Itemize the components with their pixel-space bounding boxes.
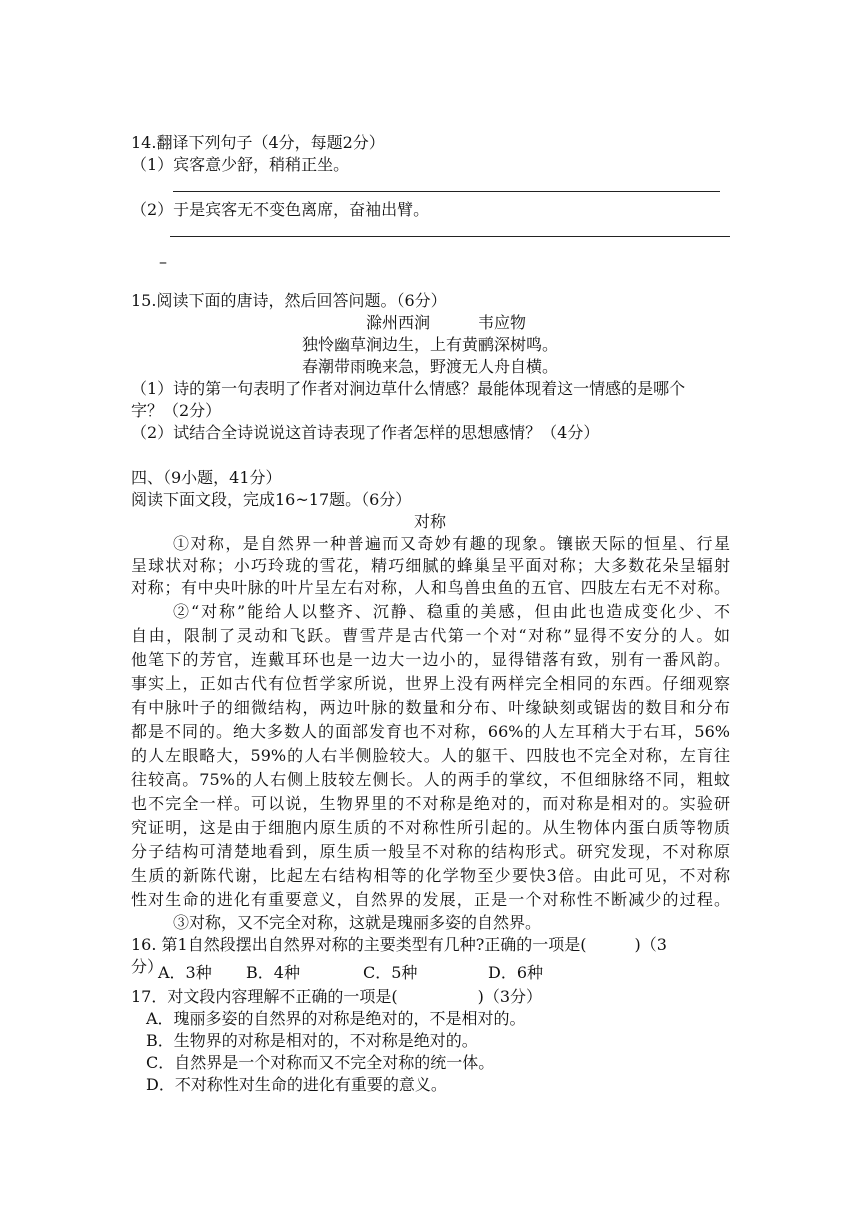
q15-question-1-b: 字？（2分） xyxy=(131,401,222,420)
q15-title: 15.阅读下面的唐诗，然后回答问题。（6分） xyxy=(131,291,447,310)
q14-answer-line-2 xyxy=(170,236,730,237)
section-4-intro: 阅读下面文段，完成16~17题。（6分） xyxy=(131,490,412,509)
poem-title: 滁州西涧 xyxy=(366,313,431,332)
q16-stem: 16. 第1自然段摆出自然界对称的主要类型有几种?正确的一项是( )（3 xyxy=(131,935,667,954)
article-line: 也不完全一样。可以说，生物界里的不对称是绝对的，而对称是相对的。实验研 xyxy=(131,794,730,813)
q16-option-a: A．3种 xyxy=(158,963,212,982)
q16-option-c: C．5种 xyxy=(363,963,418,982)
article-line: 事实上，正如古代有位哲学家所说，世界上没有两样完全相同的东西。仔细观察 xyxy=(131,674,730,693)
q17-option-d: D．不对称性对生命的进化有重要的意义。 xyxy=(146,1075,447,1094)
poem-line-1: 独怜幽草涧边生，上有黄鹂深树鸣。 xyxy=(301,335,558,354)
article-line: 往较高。75%的人右侧上肢较左侧长。人的两手的掌纹，不但细脉络不同，粗蚊 xyxy=(131,770,730,789)
poem-author: 韦应物 xyxy=(478,313,527,332)
q17-option-a: A．瑰丽多姿的自然界的对称是绝对的，不是相对的。 xyxy=(146,1009,526,1028)
q14-answer-line-1 xyxy=(173,191,720,192)
article-line: 究证明，这是由于细胞内原生质的不对称性所引起的。从生物体内蛋白质等物质 xyxy=(131,818,730,837)
q17-option-b: B．生物界的对称是相对的，不对称是绝对的。 xyxy=(146,1031,478,1050)
q14-sentence-1: （1）宾客意少舒，稍稍正坐。 xyxy=(131,155,350,174)
article-line: ①对称，是自然界一种普遍而又奇妙有趣的现象。镶嵌天际的恒星、行星 xyxy=(173,534,730,553)
q17-option-c: C．自然界是一个对称而又不完全对称的统一体。 xyxy=(146,1053,495,1072)
poem-line-2: 春潮带雨晚来急，野渡无人舟自横。 xyxy=(301,357,558,376)
article-line: 生质的新陈代谢，比起左右结构相等的化学物至少要快3倍。由此可见，不对称 xyxy=(131,866,730,885)
q15-question-2: （2）试结合全诗说说这首诗表现了作者怎样的思想感情？（4分） xyxy=(131,423,600,442)
article-line: 性对生命的进化有重要意义，自然界的发展，正是一个对称性不断减少的过程。 xyxy=(131,890,730,909)
article-line: 他笔下的芳官，连戴耳环也是一边大一边小的，显得错落有致，别有一番风韵。 xyxy=(131,650,730,669)
article-line: 的人左眼略大，59%的人右半侧脸较大。人的躯干、四肢也不完全对称，左肓往 xyxy=(131,746,730,765)
article-line: 对称；有中央叶脉的叶片呈左右对称，人和鸟兽虫鱼的五官、四肢左右无不对称。 xyxy=(131,578,730,597)
article-line: ③对称，又不完全对称，这就是瑰丽多姿的自然界。 xyxy=(173,913,542,932)
article-line: ②“对称”能给人以整齐、沉静、稳重的美感，但由此也造成变化少、不 xyxy=(173,602,730,621)
q15-question-1-a: （1）诗的第一句表明了作者对涧边草什么情感？最能体现着这一情感的是哪个 xyxy=(131,379,686,398)
q14-title: 14.翻译下列句子（4分，每题2分） xyxy=(131,133,385,152)
q14-tail-mark: – xyxy=(159,252,167,271)
q14-sentence-2: （2）于是宾客无不变色离席，奋袖出臂。 xyxy=(131,200,430,219)
q16-option-d: D．6种 xyxy=(488,963,544,982)
section-4-heading: 四、（9小题，41分） xyxy=(131,468,282,487)
article-line: 自由，限制了灵动和飞跃。曹雪芹是古代第一个对“对称”显得不安分的人。如 xyxy=(131,626,730,645)
article-line: 都是不同的。绝大多数人的面部发育也不对称，66%的人左耳稍大于右耳，56% xyxy=(131,722,730,741)
article-line: 呈球状对称；小巧玲珑的雪花，精巧细腻的蜂巢呈平面对称；大多数花朵呈辐射 xyxy=(131,556,730,575)
q17-stem: 17．对文段内容理解不正确的一项是( )（3分） xyxy=(131,987,543,1006)
q16-stem-cont: 分） xyxy=(131,957,164,976)
article-title: 对称 xyxy=(413,512,446,531)
q16-option-b: B．4种 xyxy=(246,963,300,982)
article-line: 分子结构可清楚地看到，原生质一般呈不对称的结构形式。研究发现，不对称原 xyxy=(131,842,730,861)
article-line: 有中脉叶子的细微结构，两边叶脉的数量和分布、叶缘缺刻或锯齿的数目和分布 xyxy=(131,698,730,717)
